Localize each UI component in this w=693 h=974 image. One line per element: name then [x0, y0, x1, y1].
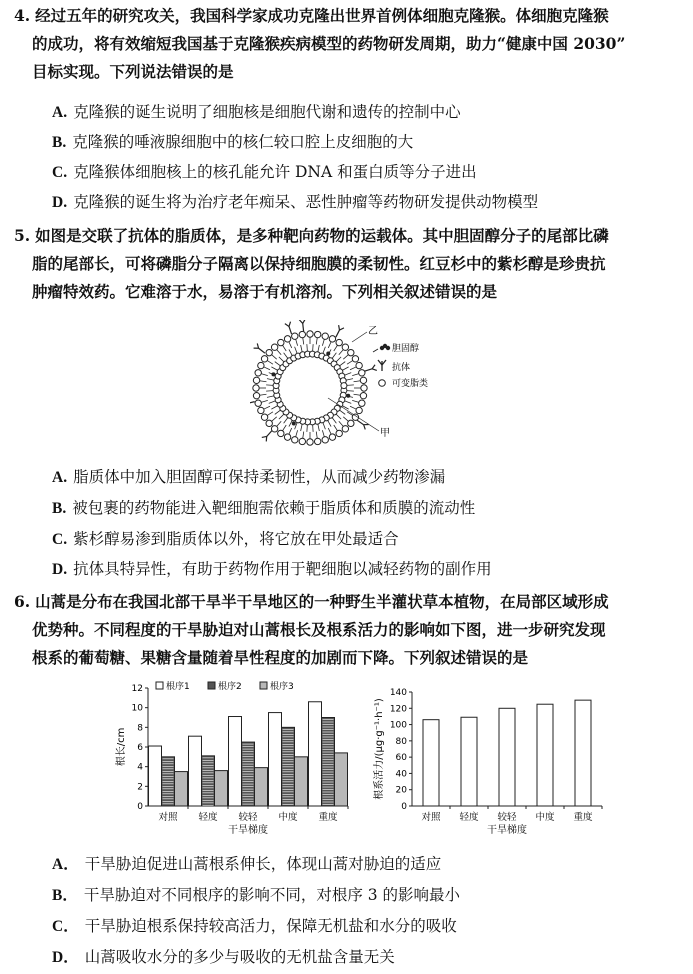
bar [149, 746, 162, 806]
bar [202, 756, 215, 806]
lipid-tail [318, 345, 319, 352]
lipid-tail [316, 432, 317, 439]
lipid-head [292, 333, 298, 339]
lipid-tail [296, 430, 298, 437]
x-tick-label: 重度 [573, 812, 593, 823]
legend-cholesterol: 胆固醇 [392, 344, 420, 354]
lipid-tail [284, 418, 288, 424]
lipid-head [255, 400, 261, 406]
lipid-head [322, 333, 328, 339]
x-axis-title: 干旱梯度 [487, 825, 527, 836]
question-stem-line: 脂的尾部长，可将磷脂分子隔离以保持细胞膜的柔韧性。红豆杉中的紫杉醇是珍贵抗 [32, 254, 606, 273]
legend-label: 根序2 [218, 682, 242, 692]
lipid-tail [301, 424, 302, 431]
option-a[interactable]: A. 克隆猴的诞生说明了细胞核是细胞代谢和遗传的控制中心 [52, 103, 461, 121]
lipid-tail [284, 353, 288, 359]
lipid-tail [275, 362, 281, 366]
lipid-tail [352, 400, 359, 402]
lipid-tail [334, 345, 338, 351]
lipid-head [356, 407, 362, 413]
option-a[interactable]: A. 脂质体中加入胆固醇可保持柔韧性，从而减少药物渗漏 [52, 468, 446, 486]
lipid-head [284, 336, 290, 342]
question-number: 6. [14, 592, 31, 611]
lipid-tail [267, 396, 274, 397]
bar [215, 771, 228, 806]
question-stem-line: 目标实现。下列说法错误的是 [32, 62, 234, 81]
lipid-head [356, 362, 362, 368]
lipid-tail [279, 414, 284, 419]
x-tick-label: 中度 [278, 812, 298, 823]
lipid-head [299, 331, 305, 337]
legend-label: 根序1 [166, 682, 190, 692]
x-tick-label: 对照 [158, 812, 178, 823]
y-tick-label: 80 [395, 736, 407, 747]
lipid-tail [303, 338, 304, 345]
y-axis-title: 根系活力/(μg·g⁻¹·h⁻¹) [374, 698, 385, 800]
option-c[interactable]: C. 克隆猴体细胞核上的核孔能允许 DNA 和蛋白质等分子进出 [52, 163, 477, 181]
drug-circle-icon [379, 380, 386, 387]
lipid-tail [260, 394, 267, 395]
lipid-tail [328, 428, 331, 434]
root-length-chart [110, 678, 360, 843]
y-tick-label: 8 [137, 723, 143, 734]
lipid-head [307, 331, 313, 337]
lipid-head [278, 430, 284, 436]
bar [295, 757, 308, 806]
option-d[interactable]: D. 抗体具特异性，有助于药物作用于靶细胞以减轻药物的副作用 [52, 560, 492, 578]
x-tick-label: 较轻 [497, 812, 517, 823]
lipid-tail [336, 414, 341, 419]
lipid-tail [275, 410, 281, 414]
lipid-head [253, 385, 259, 391]
lipid-tail [343, 417, 348, 422]
lipid-head [314, 438, 320, 444]
lipid-head [253, 377, 259, 383]
antibody-icon [250, 402, 255, 408]
lipid-bilayer [250, 320, 377, 445]
x-tick-label: 中度 [535, 812, 555, 823]
question-stem-line: 山蒿是分布在我国北部干旱半干旱地区的一种野生半灌状草本植物，在局部区域形成 [35, 592, 609, 611]
lipid-tail [282, 345, 286, 351]
liposome-diagram [250, 320, 480, 450]
antibody-icon [364, 365, 376, 371]
lipid-tail [279, 357, 284, 362]
bar [255, 768, 268, 806]
question-stem-line: 根系的葡萄糖、果糖含量随着旱性程度的加剧而下降。下列叙述错误的是 [32, 648, 529, 667]
legend-swatch [260, 682, 267, 689]
lipid-tail [323, 423, 325, 430]
lipid-tail [303, 432, 304, 439]
bar [175, 772, 188, 806]
lipid-tail [350, 367, 356, 370]
lipid-head [359, 400, 365, 406]
y-axis-title: 根长/cm [116, 727, 127, 767]
bar [309, 702, 322, 806]
lipid-tail [339, 421, 344, 426]
lipid-tail [342, 367, 348, 370]
lipid-tail [271, 406, 277, 409]
question-6 [14, 588, 680, 672]
legend-drug: 可变脂类 [392, 379, 429, 389]
x-axis-title: 干旱梯度 [228, 825, 268, 836]
y-tick-label: 2 [137, 782, 143, 793]
legend-swatch [208, 682, 215, 689]
bar [575, 700, 591, 806]
lipid-tail [261, 400, 268, 402]
question-4 [14, 2, 680, 86]
x-tick-label: 轻度 [459, 812, 479, 823]
legend-swatch [156, 682, 163, 689]
lipid-head [314, 331, 320, 337]
option-a[interactable]: A． 干旱胁迫促进山蒿根系伸长，体现山蒿对胁迫的适应 [52, 855, 442, 873]
y-tick-label: 6 [137, 743, 143, 753]
lipid-tail [271, 367, 277, 370]
question-number: 4. [14, 6, 31, 25]
antibody-icon [285, 322, 292, 334]
x-tick-label: 较轻 [238, 812, 258, 823]
x-tick-label: 重度 [318, 812, 338, 823]
lipid-tail [347, 360, 353, 364]
cholesterol-icon [271, 372, 275, 376]
lipid-head [336, 339, 342, 345]
y-tick-label: 10 [131, 703, 143, 714]
y-tick-label: 20 [395, 785, 407, 796]
option-b[interactable]: B. 被包裹的药物能进入靶细胞需依赖于脂质体和质膜的流动性 [52, 499, 476, 517]
y-tick-label: 100 [389, 720, 407, 731]
x-tick-label: 轻度 [198, 812, 218, 823]
lipid-tail [267, 360, 273, 364]
lipid-tail [301, 345, 302, 352]
question-stem-line: 的成功，将有效缩短我国基于克隆猴疾病模型的药物研发周期，助力“健康中国 2030” [32, 34, 626, 53]
option-d[interactable]: D． 山蒿吸收水分的多少与吸收的无机盐含量无关 [52, 948, 395, 966]
lipid-tail [352, 374, 359, 376]
bar [499, 708, 515, 806]
antibody-icon [254, 343, 265, 353]
y-tick-label: 120 [389, 704, 407, 715]
lipid-tail [271, 417, 276, 422]
bar [189, 736, 202, 806]
lipid-head [258, 362, 264, 368]
root-activity-chart [372, 678, 612, 843]
lipid-head [329, 434, 335, 440]
option-b[interactable]: B． 干旱胁迫对不同根序的影响不同，对根序 3 的影响最小 [52, 886, 461, 904]
cholesterol-icon [326, 352, 330, 356]
lipid-tail [343, 355, 348, 360]
x-tick-label: 对照 [421, 812, 441, 823]
lipid-tail [261, 374, 268, 376]
bar [229, 717, 242, 806]
lipid-head [261, 356, 267, 362]
lipid-head [322, 437, 328, 443]
lipid-tail [340, 362, 346, 366]
lipid-head [336, 430, 342, 436]
lipid-tail [354, 381, 361, 382]
lipid-tail [334, 425, 338, 431]
lipid-tail [264, 406, 270, 409]
lipid-tail [277, 349, 282, 354]
lipid-tail [336, 357, 341, 362]
lipid-head [341, 383, 347, 389]
question-stem-line: 优势种。不同程度的干旱胁迫对山蒿根长及根系活力的影响如下图，进一步研究发现 [32, 620, 606, 639]
lipid-tail [289, 349, 292, 355]
lipid-head [360, 392, 366, 398]
pointer-yi [352, 332, 367, 342]
label-jia: 甲 [380, 428, 390, 439]
lipid-head [361, 385, 367, 391]
option-d[interactable]: D. 克隆猴的诞生将为治疗老年痴呆、恶性肿瘤等药物研发提供动物模型 [52, 193, 539, 211]
legend-antibody: 抗体 [392, 363, 411, 373]
lipid-tail [318, 424, 319, 431]
lipid-head [261, 414, 267, 420]
lipid-head [255, 370, 261, 376]
lipid-head [359, 370, 365, 376]
lipid-tail [267, 412, 273, 416]
y-tick-label: 40 [395, 769, 407, 780]
y-tick-label: 140 [389, 688, 407, 698]
y-tick-label: 12 [131, 684, 143, 694]
lipid-tail [282, 425, 286, 431]
option-c[interactable]: C. 紫杉醇易渗到脂质体以外，将它放在甲处最适合 [52, 530, 399, 548]
bar [335, 753, 348, 806]
lipid-head [352, 356, 358, 362]
option-b[interactable]: B. 克隆猴的唾液腺细胞中的核仁较口腔上皮细胞的大 [52, 133, 414, 151]
lipid-tail [345, 373, 352, 375]
lipid-head [258, 407, 264, 413]
lipid-head [253, 392, 259, 398]
lipid-tail [289, 342, 292, 348]
lipid-head [360, 377, 366, 383]
lipid-tail [316, 338, 317, 345]
bar [269, 713, 282, 806]
lipid-tail [328, 342, 331, 348]
lipid-head [307, 439, 313, 445]
lipid-tail [269, 401, 276, 403]
lipid-tail [342, 406, 348, 409]
label-yi: 乙 [368, 326, 378, 337]
antibody-icon [262, 431, 272, 442]
y-tick-label: 0 [401, 802, 407, 812]
lipid-head [299, 438, 305, 444]
lipid-head [329, 336, 335, 342]
lipid-head [278, 339, 284, 345]
bar [537, 704, 553, 806]
lipid-tail [271, 355, 276, 360]
question-5 [14, 222, 680, 306]
lipid-tail [350, 406, 356, 409]
question-stem-line: 肿瘤特效药。它难溶于水，易溶于有机溶剂。下列相关叙述错误的是 [32, 282, 498, 301]
question-stem-line: 如图是交联了抗体的脂质体，是多种靶向药物的运载体。其中胆固醇分子的尾部比磷 [35, 226, 609, 245]
lipid-tail [340, 410, 346, 414]
lipid-tail [296, 339, 298, 346]
lipid-tail [332, 418, 336, 424]
lipid-head [284, 434, 290, 440]
y-tick-label: 0 [137, 802, 143, 812]
lipid-tail [267, 379, 274, 380]
lipid-tail [260, 381, 267, 382]
lipid-tail [354, 394, 361, 395]
lipid-head [292, 437, 298, 443]
lipid-tail [339, 349, 344, 354]
bar [423, 720, 439, 806]
question-stem-line: 经过五年的研究攻关，我国科学家成功克隆出世界首例体细胞克隆猴。体细胞克隆猴 [35, 6, 609, 25]
lipid-tail [289, 420, 292, 426]
lipid-tail [322, 430, 324, 437]
cholesterol-icon [292, 421, 296, 425]
cholesterol-icon [346, 394, 350, 398]
question-number: 5. [14, 226, 31, 245]
lipid-tail [328, 420, 331, 426]
y-tick-label: 60 [395, 753, 407, 764]
antibody-icon [357, 420, 369, 429]
lipid-tail [323, 347, 325, 354]
bar [461, 717, 477, 806]
lipid-tail [322, 339, 324, 346]
lipid-tail [295, 347, 297, 354]
antibody-icon [299, 320, 305, 331]
cholesterol-icon [373, 344, 390, 352]
antibody-icon [336, 325, 344, 337]
lipid-tail [277, 421, 282, 426]
lipid-tail [332, 353, 336, 359]
lipid-tail [345, 401, 352, 403]
antibody-icon [378, 360, 386, 371]
lipid-tail [289, 428, 292, 434]
legend-label: 根序3 [270, 682, 294, 692]
option-c[interactable]: C． 干旱胁迫根系保持较高活力，保障无机盐和水分的吸收 [52, 917, 457, 935]
lipid-tail [264, 367, 270, 370]
lipid-tail [346, 379, 353, 380]
y-tick-label: 4 [137, 762, 143, 773]
